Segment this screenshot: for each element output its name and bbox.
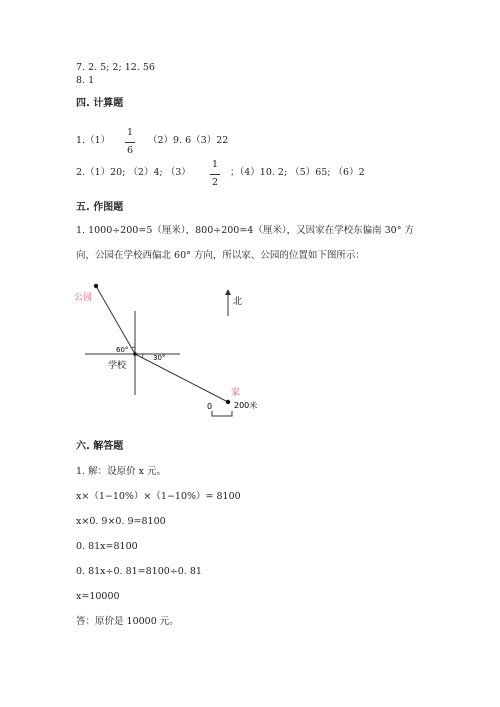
solution-line: x×0. 9×0. 9=8100: [76, 516, 166, 527]
school-label: 学校: [108, 361, 127, 371]
solution-line: x×（1−10%）×（1−10%）= 8100: [76, 491, 241, 502]
north-arrow-icon: [225, 289, 231, 295]
answer-line-7: 7. 2. 5; 2; 12. 56: [76, 62, 155, 73]
school-to-park-line: [96, 286, 135, 354]
calc-q2-rest: ；（4）10. 2; （5）65; （6）2: [230, 167, 365, 178]
fraction-numerator: 1: [211, 159, 219, 170]
scale-bar: [212, 411, 232, 416]
drawing-text-line-1: 1. 1000÷200=5（厘米），800÷200=4（厘米），又因家在学校东偏南 30° 方: [76, 225, 414, 236]
calc-q1-rest: （2）9. 6（3）22: [148, 135, 229, 146]
solution-line: 0. 81x÷0. 81=8100÷0. 81: [76, 566, 202, 577]
scale-length-label: 200米: [234, 401, 258, 410]
fraction-numerator: 1: [126, 127, 134, 138]
section-heading-drawing: 五. 作图题: [76, 202, 124, 213]
scale-zero-label: 0: [207, 402, 213, 411]
school-to-home-line: [135, 354, 228, 402]
park-label: 公园: [74, 293, 93, 303]
angle-label-60: 60°: [116, 346, 129, 354]
section-heading-calculation: 四. 计算题: [76, 98, 124, 109]
angle-arc-30: [142, 354, 143, 358]
solution-line: 0. 81x=8100: [76, 541, 138, 552]
park-point: [94, 284, 98, 288]
north-label: 北: [233, 297, 243, 307]
fraction-denominator: 2: [211, 176, 219, 188]
angle-label-30: 30°: [153, 354, 166, 362]
calc-q1-prefix: 1.（1）: [76, 135, 111, 146]
section-heading-word-problems: 六. 解答题: [76, 441, 124, 452]
home-label: 家: [231, 388, 241, 398]
angle-arc-60: [132, 347, 136, 348]
solution-answer: 答：原价是 10000 元。: [76, 616, 179, 627]
solution-line: 1. 解：设原价 x 元。: [76, 466, 166, 477]
solution-line: x=10000: [76, 591, 120, 602]
school-point: [133, 352, 137, 356]
answer-line-8: 8. 1: [76, 75, 95, 86]
drawing-text-line-2: 向，公园在学校西偏北 60° 方向，所以家、公园的位置如下图所示：: [76, 250, 365, 261]
home-point: [226, 400, 230, 404]
calc-q2-prefix: 2.（1）20; （2）4; （3）: [76, 167, 191, 178]
fraction-denominator: 6: [126, 144, 134, 156]
